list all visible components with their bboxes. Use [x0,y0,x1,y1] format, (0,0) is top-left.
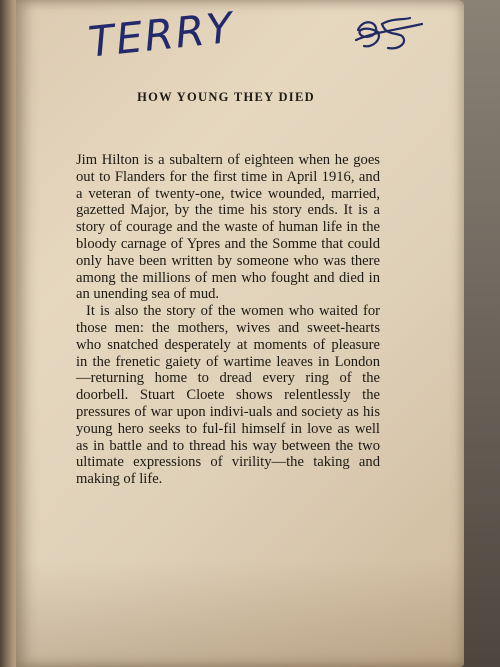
handwritten-name: TERRY [86,2,237,67]
blurb-text [76,152,380,488]
book-title: HOW YOUNG THEY DIED [137,90,315,104]
background-surface [460,0,500,667]
price-mark-text: 85 [352,53,353,54]
blurb-paragraph-2: It is also the story of the women who waited for those men: the mothers, wives and sweet-hearts who snatched desperately at moments of pleasure in the frenetic gaiety of wartime leaves in London—returning home to dread every ring of the doorbell. Stuart Cloete shows relentlessly the pressures of war upon indivi-uals and society as his young hero seeks to ful-fil himself in love as well as in battle and to thread his way between the two ultimate expressions of virility—the taking and making of life. [76,303,380,488]
handwritten-price-mark [352,10,426,54]
blurb-paragraph-1: Jim Hilton is a subaltern of eighteen when he goes out to Flanders for the first time in April 1916, and a veteran of twenty-one, twice wounded, married, gazetted Major, by the time his story ends. It is a story of courage and the waste of human life in the bloody carnage of Ypres and the Somme that could only have been written by someone who was there among the millions of men who fought and died in an unending sea of mud. [76,152,380,303]
book-page [16,0,464,667]
